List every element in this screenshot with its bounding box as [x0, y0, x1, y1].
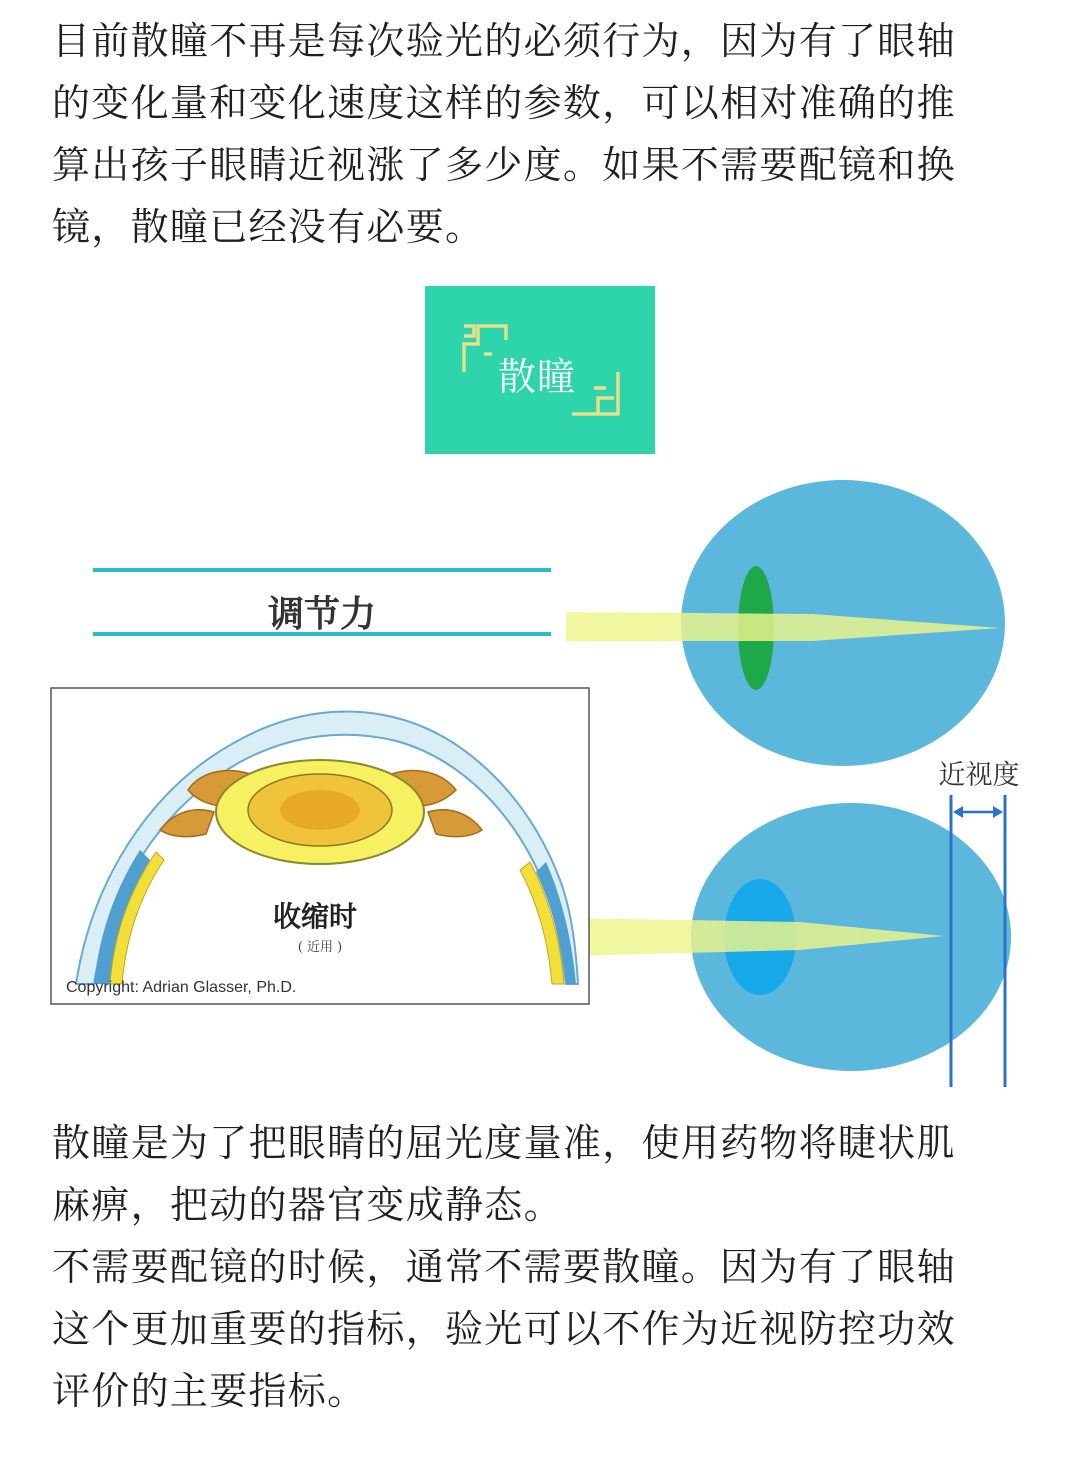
body-line: 不需要配镜的时候，通常不需要散瞳。因为有了眼轴 — [52, 1245, 956, 1289]
myopia-label: 近视度 — [938, 760, 1020, 791]
accommodation-label: 调节力 — [267, 593, 377, 635]
body-line: 评价的主要指标。 — [52, 1369, 367, 1413]
intro-line: 目前散瞳不再是每次验光的必须行为，因为有了眼轴 — [52, 19, 956, 63]
body-line: 散瞳是为了把眼睛的屈光度量准，使用药物将睫状肌 — [52, 1121, 956, 1165]
inset-label: 收缩时 — [272, 900, 358, 933]
intro-line: 镜，散瞳已经没有必要。 — [52, 205, 485, 249]
inset-sublabel: ( 近用 ) — [297, 940, 343, 955]
intro-line: 的变化量和变化速度这样的参数，可以相对准确的推 — [52, 81, 956, 125]
body-paragraph — [52, 1112, 1042, 1422]
ciliary-muscle-illustration — [51, 688, 589, 1004]
badge-title: 散瞳 — [498, 355, 577, 399]
copyright-text: Copyright: Adrian Glasser, Ph.D. — [66, 979, 297, 996]
body-line: 麻痹，把动的器官变成静态。 — [52, 1183, 563, 1227]
intro-line: 算出孩子眼睛近视涨了多少度。如果不需要配镜和换 — [52, 143, 956, 187]
myopia-arrow-icon — [953, 806, 1003, 818]
body-line: 这个更加重要的指标，验光可以不作为近视防控功效 — [52, 1307, 956, 1351]
